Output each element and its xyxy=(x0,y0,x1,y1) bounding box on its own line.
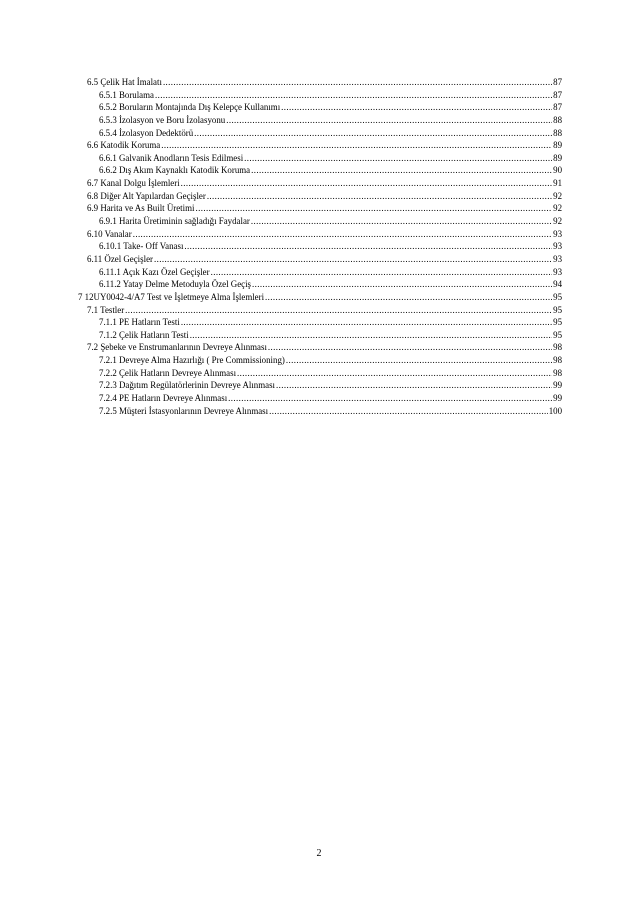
toc-entry-title: 6.5.4 İzolasyon Dedektörü xyxy=(99,127,194,138)
toc-entry-title: 6.10.1 Take- Off Vanası xyxy=(99,241,184,252)
toc-entry-title: 7.2.2 Çelik Hatların Devreye Alınması xyxy=(99,367,237,378)
toc-entry[interactable] xyxy=(78,152,562,165)
toc-entry[interactable] xyxy=(78,215,562,228)
toc-entry[interactable] xyxy=(78,291,562,304)
toc-entry-title: 6.9.1 Harita Üretiminin sağladığı Faydalar xyxy=(99,216,250,227)
toc-dot-leader xyxy=(281,101,552,114)
toc-entry-page: 87 xyxy=(553,77,562,87)
toc-entry-title: 6.10 Vanalar xyxy=(87,228,132,239)
toc-entry[interactable] xyxy=(78,127,562,140)
toc-entry-title: 6.5 Çelik Hat İmalatı xyxy=(87,77,162,87)
toc-dot-leader xyxy=(286,354,552,367)
toc-entry[interactable] xyxy=(78,405,562,418)
toc-dot-leader xyxy=(251,164,552,177)
toc-dot-leader xyxy=(252,278,552,291)
toc-entry-page: 98 xyxy=(553,367,562,378)
toc-entry[interactable] xyxy=(78,164,562,177)
toc-entry[interactable] xyxy=(78,114,562,127)
toc-entry-title: 6.11.1 Açık Kazı Özel Geçişler xyxy=(99,266,210,277)
toc-entry[interactable] xyxy=(78,253,562,266)
toc-entry-page: 91 xyxy=(553,178,562,189)
toc-entry[interactable] xyxy=(78,341,562,354)
toc-entry[interactable] xyxy=(78,367,562,380)
toc-entry-page: 93 xyxy=(553,228,562,239)
toc-entry[interactable] xyxy=(78,101,562,114)
table-of-contents xyxy=(78,76,562,417)
toc-entry-title: 6.5.3 İzolasyon ve Boru İzolasyonu xyxy=(99,114,226,125)
toc-entry-page: 88 xyxy=(553,127,562,138)
toc-entry-title: 7.1.1 PE Hatların Testi xyxy=(99,317,180,328)
toc-entry-title: 7.1.2 Çelik Hatların Testi xyxy=(99,329,189,340)
toc-entry[interactable] xyxy=(78,266,562,279)
toc-entry[interactable] xyxy=(78,240,562,253)
toc-entry[interactable] xyxy=(78,316,562,329)
toc-dot-leader xyxy=(194,127,552,140)
toc-dot-leader xyxy=(154,253,552,266)
toc-entry-page: 98 xyxy=(553,355,562,366)
toc-dot-leader xyxy=(155,89,552,102)
toc-dot-leader xyxy=(190,329,552,342)
toc-entry[interactable] xyxy=(78,304,562,317)
toc-entry-title: 6.6.1 Galvanik Anodların Tesis Edilmesi xyxy=(99,152,244,163)
toc-entry-title: 6.5.1 Borulama xyxy=(99,89,154,100)
toc-dot-leader xyxy=(211,266,553,279)
toc-entry[interactable] xyxy=(78,278,562,291)
toc-entry-title: 6.6 Katodik Koruma xyxy=(87,140,161,151)
toc-entry-title: 6.8 Diğer Alt Yapılardan Geçişler xyxy=(87,190,206,201)
toc-entry-page: 93 xyxy=(553,266,562,277)
toc-dot-leader xyxy=(184,240,552,253)
toc-entry-page: 92 xyxy=(553,216,562,227)
toc-entry-page: 89 xyxy=(553,140,562,151)
toc-entry-title: 7.2 Şebeke ve Enstrumanlarının Devreye Alınması xyxy=(87,342,267,353)
page-number: 2 xyxy=(316,848,322,859)
toc-dot-leader xyxy=(161,139,552,152)
toc-dot-leader xyxy=(228,392,552,405)
toc-entry-page: 94 xyxy=(553,279,562,290)
toc-entry-page: 92 xyxy=(553,203,562,214)
toc-entry-page: 89 xyxy=(553,152,562,163)
toc-entry-title: 7.1 Testler xyxy=(87,304,125,315)
toc-dot-leader xyxy=(244,152,552,165)
toc-entry-title: 6.11 Özel Geçişler xyxy=(87,253,153,264)
toc-entry-title: 7 12UY0042-4/A7 Test ve İşletmeye Alma İşlemleri xyxy=(78,291,265,302)
toc-dot-leader xyxy=(251,215,552,228)
toc-entry-page: 98 xyxy=(553,342,562,353)
toc-entry-page: 88 xyxy=(553,114,562,125)
toc-entry[interactable] xyxy=(78,190,562,203)
toc-entry[interactable] xyxy=(78,392,562,405)
toc-entry-title: 6.7 Kanal Dolgu İşlemleri xyxy=(87,178,180,189)
toc-dot-leader xyxy=(181,177,552,190)
toc-entry[interactable] xyxy=(78,354,562,367)
toc-entry-page: 99 xyxy=(553,380,562,391)
toc-entry[interactable] xyxy=(78,329,562,342)
toc-entry-title: 7.2.5 Müşteri İstasyonlarının Devreye Alınması xyxy=(99,405,269,416)
toc-dot-leader xyxy=(265,291,552,304)
toc-dot-leader xyxy=(181,316,552,329)
toc-entry[interactable] xyxy=(78,76,562,89)
toc-entry-title: 7.2.1 Devreye Alma Hazırlığı ( Pre Commissioning) xyxy=(99,355,285,366)
toc-entry-page: 93 xyxy=(553,253,562,264)
toc-entry-page: 87 xyxy=(553,89,562,100)
toc-dot-leader xyxy=(226,114,552,127)
toc-entry-page: 100 xyxy=(548,405,562,416)
toc-entry[interactable] xyxy=(78,379,562,392)
toc-entry-page: 95 xyxy=(553,291,562,302)
toc-entry-title: 6.9 Harita ve As Built Üretimi xyxy=(87,203,195,214)
toc-entry[interactable] xyxy=(78,202,562,215)
toc-dot-leader xyxy=(125,304,552,317)
toc-entry-page: 95 xyxy=(553,304,562,315)
toc-entry-title: 6.5.2 Boruların Montajında Dış Kelepçe Kullanımı xyxy=(99,102,281,113)
toc-entry-page: 87 xyxy=(553,102,562,113)
toc-entry[interactable] xyxy=(78,177,562,190)
toc-entry[interactable] xyxy=(78,139,562,152)
toc-dot-leader xyxy=(268,341,552,354)
toc-entry-title: 7.2.3 Dağıtım Regülatörlerinin Devreye Alınması xyxy=(99,380,275,391)
toc-entry-page: 99 xyxy=(553,393,562,404)
toc-dot-leader xyxy=(237,367,552,380)
toc-dot-leader xyxy=(269,405,548,418)
toc-entry-page: 92 xyxy=(553,190,562,201)
toc-entry-title: 6.6.2 Dış Akım Kaynaklı Katodik Koruma xyxy=(99,165,251,176)
toc-entry-title: 6.11.2 Yatay Delme Metoduyla Özel Geçiş xyxy=(99,279,251,290)
toc-entry-page: 90 xyxy=(553,165,562,176)
toc-dot-leader xyxy=(276,379,552,392)
toc-dot-leader xyxy=(163,76,552,89)
toc-entry-page: 95 xyxy=(553,317,562,328)
toc-dot-leader xyxy=(195,202,552,215)
toc-entry[interactable] xyxy=(78,89,562,102)
toc-dot-leader xyxy=(207,190,552,203)
toc-dot-leader xyxy=(133,228,552,241)
toc-entry-page: 95 xyxy=(553,329,562,340)
toc-entry-title: 7.2.4 PE Hatların Devreye Alınması xyxy=(99,393,228,404)
toc-entry[interactable] xyxy=(78,228,562,241)
toc-entry-page: 93 xyxy=(553,241,562,252)
